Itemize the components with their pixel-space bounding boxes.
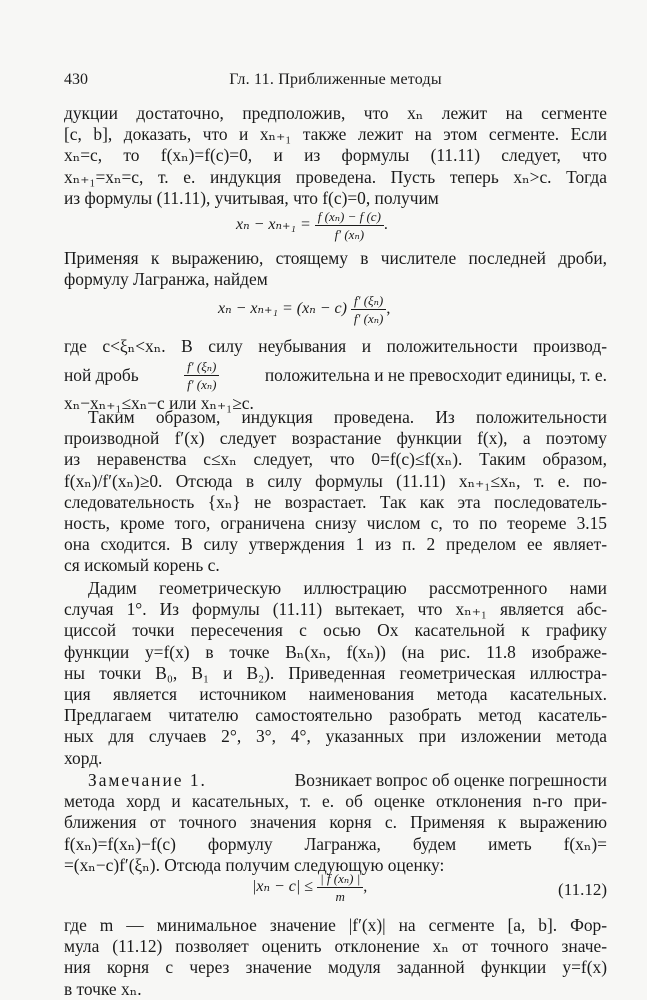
formula-punctuation: . (383, 216, 388, 234)
text-line: из неравенства c≤xₙ следует, что 0=f(c)≤f(xₙ). Таким образом, (64, 449, 607, 470)
text-line: ся искомый корень c. (64, 555, 220, 576)
text-fragment: ной дробь (64, 364, 139, 385)
text-line: ных для случаев 2°, 3°, 4°, указанных при изложении метода (64, 726, 607, 747)
text-line: ция является источником наименования метода касательных. (64, 684, 607, 705)
text-line: xₙ₊₁=xₙ=c, т. е. индукция проведена. Пусть теперь xₙ>c. Тогда (64, 166, 607, 187)
paragraph-remark (64, 770, 607, 876)
formula-lhs: xₙ − xₙ₊₁ = (xₙ − c) (218, 300, 347, 318)
text-line: f(xₙ)/f′(xₙ)≥0. Отсюда в силу формулы (11.11) xₙ₊₁≤xₙ, т. е. по- (64, 470, 607, 491)
text-line: xₙ−xₙ₊₁≤xₙ−c или xₙ₊₁≥c. (64, 393, 254, 414)
remark-heading: Замечание 1. (88, 770, 207, 790)
text-line: где m — минимальное значение |f′(x)| на сегменте [a, b]. Фор- (64, 915, 607, 935)
text-line: [c, b], доказать, что и xₙ₊₁ также лежит на этом сегменте. Если (64, 124, 607, 145)
text-line: в точке xₙ. (64, 978, 142, 999)
fraction-numerator: f′ (ξₙ) (351, 292, 386, 310)
text-fragment: положительна и не превосходит единицы, т. е. (264, 364, 607, 385)
text-line: Применяя к выражению, стоящему в числителе последней дроби, (64, 248, 607, 268)
formula-difference (236, 208, 388, 243)
page-number: 430 (64, 71, 88, 88)
formula-error-estimate (252, 870, 367, 905)
text-line: формулу Лагранжа, найдем (64, 269, 268, 290)
text-line: производной f′(x) следует возрастание функции f(x), а поэтому (64, 428, 607, 449)
formula-lhs: xₙ − xₙ₊₁ = (236, 216, 311, 234)
running-header (64, 71, 607, 93)
formula-lagrange (218, 292, 390, 327)
formula-punctuation: , (386, 300, 391, 318)
fraction-numerator: f′ (ξₙ) (184, 358, 219, 376)
text-line: ность, кроме того, ограничена снизу числом c, то по теореме 3.15 (64, 513, 607, 534)
formula-punctuation: , (363, 878, 368, 896)
paragraph-conclusion (64, 915, 607, 1000)
text-line: ны точки B₀, B₁ и B₂). Приведенная геометрическая иллюстра- (64, 662, 607, 683)
text-line: функции y=f(x) в точке Bₙ(xₙ, f(xₙ)) (на рис. 11.8 изображе- (64, 641, 607, 662)
fraction-denominator: f′ (xₙ) (334, 227, 365, 242)
formula-lhs: |xₙ − c| ≤ (252, 878, 314, 896)
text-line: следовательность {xₙ} не возрастает. Так как эта последователь- (64, 491, 607, 512)
text-line: Дадим геометрическую иллюстрацию рассмотренного нами (88, 578, 607, 598)
fraction (315, 208, 384, 243)
text-line: мула (11.12) позволяет оценить отклонение xₙ от точного значе- (64, 936, 607, 957)
text-line: из формулы (11.11), учитывая, что f(c)=0, получим (64, 187, 439, 208)
fraction-numerator: | f (xₙ) | (317, 870, 363, 888)
paragraph-monotonic (64, 336, 607, 414)
text-line: xₙ=c, то f(xₙ)=f(c)=0, и из формулы (11.11) следует, что (64, 145, 607, 166)
text-line: Предлагаем читателю самостоятельно разобрать метод касатель- (64, 705, 607, 726)
paragraph-geometry (64, 578, 607, 769)
text-fragment: Возникает вопрос об оценке погрешности (294, 770, 607, 790)
paragraph-convergence (64, 407, 607, 577)
text-line: ближения от точного значения корня c. Применяя к выражению (64, 812, 607, 833)
fraction (351, 292, 386, 327)
text-line: f(xₙ)=f(xₙ)−f(c) формулу Лагранжа, будем иметь f(xₙ)= (64, 833, 607, 854)
chapter-title: Гл. 11. Приближенные методы (229, 71, 442, 88)
text-line: =(xₙ−c)f′(ξₙ). Отсюда получим следующую оценку: (64, 854, 445, 875)
text-line: Таким образом, индукция проведена. Из положительности (88, 407, 607, 427)
text-line: случая 1°. Из формулы (11.11) вытекает, что xₙ₊₁ является абс- (64, 599, 607, 620)
text-line: она сходится. В силу утверждения 1 из п. 2 пределом ее являет- (64, 534, 607, 555)
fraction-denominator: f′ (xₙ) (353, 311, 384, 326)
paragraph-lagrange (64, 248, 607, 290)
text-line-with-fraction (64, 357, 607, 393)
text-line: хорд. (64, 747, 103, 768)
inline-fraction (184, 358, 219, 393)
fraction (317, 870, 363, 905)
equation-number: (11.12) (558, 880, 607, 899)
fraction-denominator: f′ (xₙ) (187, 376, 217, 392)
text-line: дукции достаточно, предположив, что xₙ лежит на сегменте (64, 103, 607, 123)
text-line: метода хорд и касательных, т. е. об оценке отклонения n-го при- (64, 791, 607, 812)
text-line (64, 770, 607, 791)
text-line: ния корня c через значение модуля заданной функции y=f(x) (64, 957, 607, 978)
text-line: циссой точки пересечения с осью Ox касательной к графику (64, 620, 607, 641)
fraction-denominator: m (335, 889, 345, 904)
text-line: где c<ξₙ<xₙ. В силу неубывания и положительности производ- (64, 336, 607, 356)
paragraph-induction (64, 103, 607, 209)
fraction-numerator: f (xₙ) − f (c) (315, 208, 384, 226)
